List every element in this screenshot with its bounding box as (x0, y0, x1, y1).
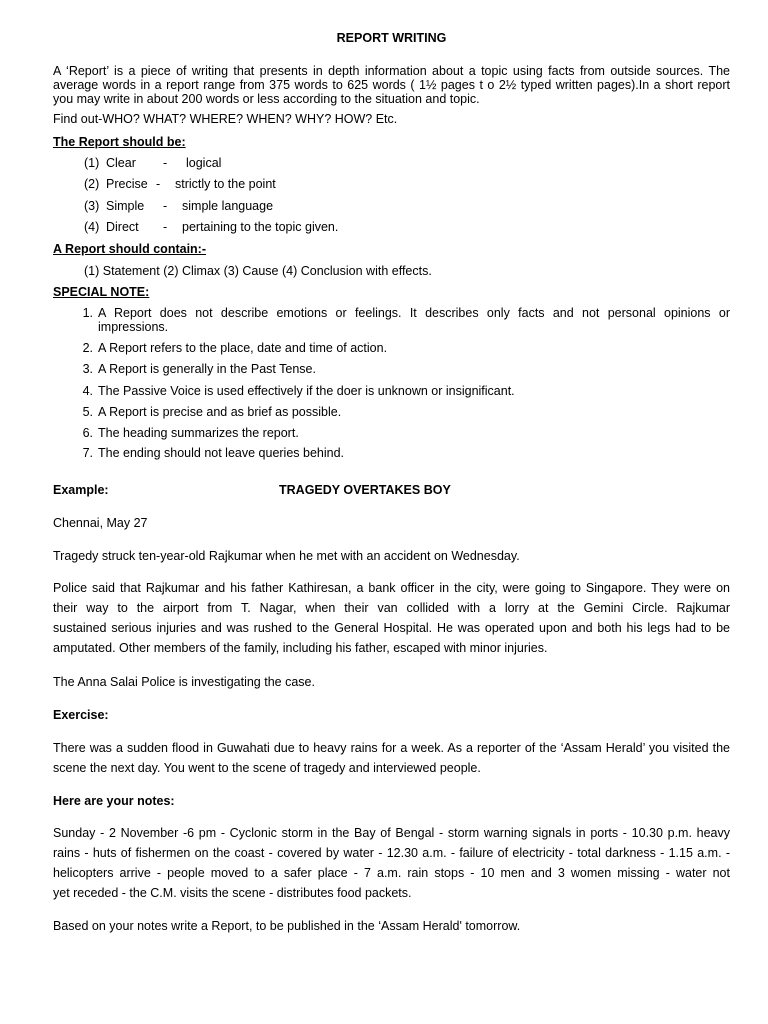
list-item-number: 5. (82, 405, 93, 419)
notes-label: Here are your notes: (53, 794, 175, 808)
list-item-number: (3) (84, 199, 100, 213)
example-paragraph-3: The Anna Salai Police is investigating the case. (53, 675, 315, 689)
example-paragraph-2-line: their way to the airport from T. Nagar, when their van collided with a lorry at the Gemini Circle. Rajkumar (53, 601, 730, 615)
closing-instruction: Based on your notes write a Report, to be published in the ‘Assam Herald' tomorrow. (53, 919, 521, 933)
example-paragraph-2-line: Police said that Rajkumar and his father Kathiresan, a bank officer in the city, were going to Singapore. They were on (53, 581, 730, 595)
notes-line: Sunday - 2 November -6 pm - Cyclonic storm in the Bay of Bengal - storm warning signals in ports - 10.30 p.m. heavy (53, 826, 730, 840)
list-item-term: Direct (106, 220, 139, 234)
list-item-text: A Report is precise and as brief as possible. (98, 405, 342, 419)
list-item-dash: - (156, 177, 161, 191)
list-item-desc: logical (186, 156, 222, 170)
list-item-number: (4) (84, 220, 100, 234)
list-item-number: 6. (82, 426, 93, 440)
should-be-heading: The Report should be: (53, 135, 186, 149)
list-item-text-cont: impressions. (98, 320, 169, 334)
list-item-dash: - (163, 156, 168, 170)
list-item-term: Precise (106, 177, 148, 191)
example-paragraph-1: Tragedy struck ten-year-old Rajkumar when he met with an accident on Wednesday. (53, 549, 520, 563)
list-item-text: The ending should not leave queries behind. (98, 446, 345, 460)
list-item-desc: strictly to the point (175, 177, 276, 191)
should-contain-text: (1) Statement (2) Climax (3) Cause (4) Conclusion with effects. (84, 264, 432, 278)
example-dateline: Chennai, May 27 (53, 516, 148, 530)
exercise-line: scene the next day. You went to the scene of tragedy and interviewed people. (53, 761, 481, 775)
list-item-number: 1. (82, 306, 93, 320)
intro-line-2: average words in a report range from 375 words to 625 words ( 1½ pages t o 2½ typed written pages).In a short report (53, 78, 730, 92)
notes-line: helicopters arrive - people moved to a safer place - 7 a.m. rain stops - 10 men and 3 women missing - water not (53, 866, 730, 880)
list-item-term: Simple (106, 199, 145, 213)
notes-line: rains - huts of fishermen on the coast - covered by water - 12.30 a.m. - failure of electricity - total darkness - 1.15 a.m. - (53, 846, 730, 860)
example-headline: TRAGEDY OVERTAKES BOY (279, 483, 451, 497)
list-item-text: A Report refers to the place, date and time of action. (98, 341, 388, 355)
list-item-desc: simple language (182, 199, 274, 213)
list-item-dash: - (163, 220, 168, 234)
page-title: REPORT WRITING (336, 31, 447, 45)
should-contain-heading: A Report should contain:- (53, 242, 206, 256)
intro-line-1: A ‘Report’ is a piece of writing that presents in depth information about a topic using facts from outside sources. The (53, 64, 730, 78)
list-item-number: (1) (84, 156, 100, 170)
special-note-heading: SPECIAL NOTE: (53, 285, 150, 299)
document-page (53, 0, 730, 1024)
find-out-line: Find out-WHO? WHAT? WHERE? WHEN? WHY? HOW? Etc. (53, 112, 398, 126)
notes-line: yet receded - the C.M. visits the scene - distributes food packets. (53, 886, 412, 900)
intro-line-3: you may write in about 200 words or less according to the situation and topic. (53, 92, 480, 106)
list-item-number: 4. (82, 384, 93, 398)
exercise-line: There was a sudden flood in Guwahati due to heavy rains for a week. As a reporter of the ‘Assam Herald’ you visited the (53, 741, 730, 755)
example-paragraph-2-line: amputated. Other members of the family, including his father, escaped with minor injuries. (53, 641, 548, 655)
exercise-label: Exercise: (53, 708, 109, 722)
list-item-text: A Report is generally in the Past Tense. (98, 362, 316, 376)
list-item-number: 2. (82, 341, 93, 355)
list-item-text: The Passive Voice is used effectively if the doer is unknown or insignificant. (98, 384, 515, 398)
example-label: Example: (53, 483, 109, 497)
list-item-number: 3. (82, 362, 93, 376)
example-paragraph-2-line: sustained serious injuries and was rushed to the General Hospital. He was operated upon and both his legs had to be (53, 621, 730, 635)
list-item-number: (2) (84, 177, 100, 191)
list-item-desc: pertaining to the topic given. (182, 220, 339, 234)
list-item-term: Clear (106, 156, 136, 170)
list-item-text: A Report does not describe emotions or feelings. It describes only facts and not personal opinions or (98, 306, 730, 320)
list-item-number: 7. (82, 446, 93, 460)
list-item-text: The heading summarizes the report. (98, 426, 299, 440)
list-item-dash: - (163, 199, 168, 213)
